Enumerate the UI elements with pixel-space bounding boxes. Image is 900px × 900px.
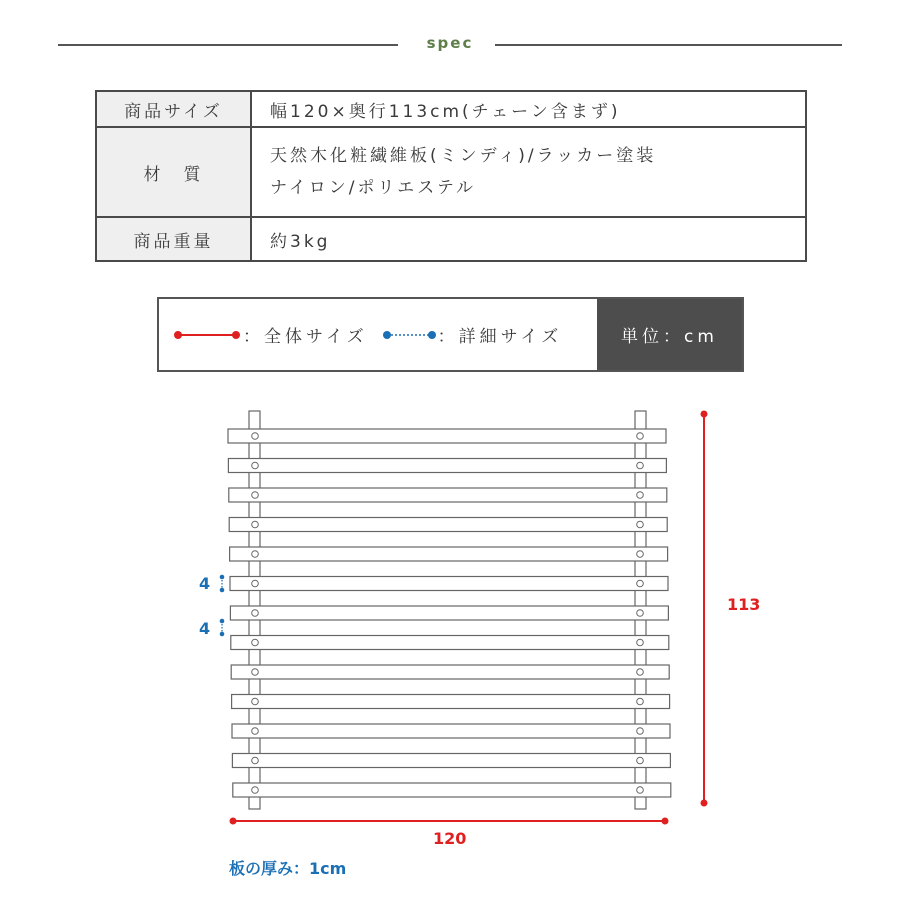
rivet [252, 728, 259, 735]
dimension-dot [701, 411, 708, 418]
legend-detail: ：詳細サイズ [437, 327, 563, 347]
rivet [637, 551, 644, 558]
dimension-dot [220, 588, 225, 593]
row-value: 約3kg [251, 217, 806, 261]
dimension-dot [220, 575, 225, 580]
gap-label: 4 [199, 619, 211, 638]
slat [229, 518, 667, 532]
rivet [637, 492, 644, 499]
slat [229, 488, 667, 502]
rivet [252, 551, 259, 558]
rivet [637, 757, 644, 764]
rivet [252, 433, 259, 440]
rivet [252, 492, 259, 499]
slat [230, 577, 668, 591]
slat [228, 429, 666, 443]
rivet [252, 669, 259, 676]
rivet [637, 580, 644, 587]
slat [233, 783, 671, 797]
row-value: 幅120×奥行113cm(チェーン含まず) [251, 91, 806, 127]
rivet [637, 728, 644, 735]
slat [230, 547, 668, 561]
slat [231, 636, 669, 650]
slat [231, 665, 669, 679]
dimension-dot [701, 800, 708, 807]
gap-label: 4 [199, 574, 211, 593]
rivet [637, 610, 644, 617]
section-title: spec [426, 34, 474, 52]
value-line: ナイロン/ポリエステル [270, 178, 477, 198]
thickness-label: 板の厚み：1cm [229, 859, 347, 878]
slat [232, 695, 670, 709]
rivet [252, 639, 259, 646]
rivet [637, 669, 644, 676]
rivet [252, 610, 259, 617]
legend-overall: ：全体サイズ [243, 327, 368, 347]
rivet [637, 433, 644, 440]
dimension-dot [230, 818, 237, 825]
depth-label: 113 [727, 595, 761, 614]
rivet [637, 698, 644, 705]
unit-label: 単位：cm [597, 299, 742, 370]
rivet [252, 698, 259, 705]
value-line: 天然木化粧繊維板(ミンディ)/ラッカー塗装 [270, 146, 657, 166]
dimension-dot [220, 632, 225, 637]
row-label: 商品重量 [96, 217, 251, 261]
rivet [252, 521, 259, 528]
slat [232, 754, 670, 768]
rivet [637, 521, 644, 528]
rivet [637, 639, 644, 646]
slat [232, 724, 670, 738]
rivet [637, 787, 644, 794]
slat [230, 606, 668, 620]
slat [228, 459, 666, 473]
row-label: 商品サイズ [96, 91, 251, 127]
rivet [252, 757, 259, 764]
rivet [252, 462, 259, 469]
width-label: 120 [433, 829, 467, 848]
rivet [252, 787, 259, 794]
rivet [252, 580, 259, 587]
row-label: 材 質 [96, 127, 251, 217]
dimension-dot [662, 818, 669, 825]
dimension-dot [220, 619, 225, 624]
rivet [637, 462, 644, 469]
